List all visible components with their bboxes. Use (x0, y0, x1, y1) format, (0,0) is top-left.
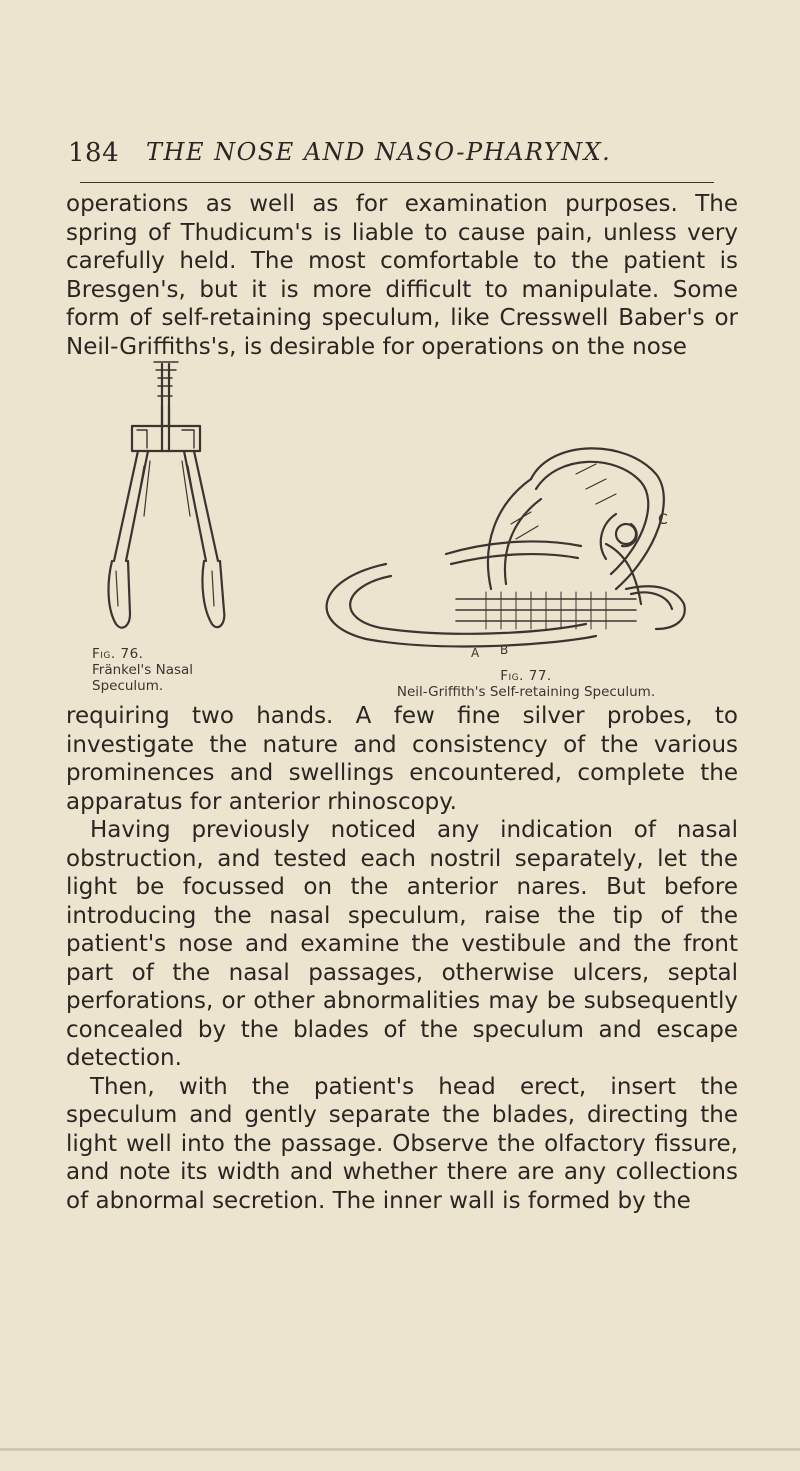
figure-77 (296, 414, 756, 704)
neil-griffith-speculum-illustration (296, 414, 756, 659)
paragraph: requiring two hands. A few fine silver probes, to investigate the nature and consistency of the various prominences and swellings encountered, complete the apparatus for anterior rhinoscopy. (66, 703, 738, 815)
paragraph: Having previously noticed any indication of nasal obstruction, and tested each nostril separately, let the light be focussed on the anterior nares. But before introducing the nasal speculum, raise the tip of the patient's nose and examine the vestibule and the front part of the nasal passages, otherwise ulcers, septal perforations, or other abnormalities may be subsequently concealed by the blades of the speculum and escape detection. (66, 817, 738, 1071)
figure-76-title-line1: Fränkel's Nasal (92, 662, 194, 678)
page-number: 184 (68, 138, 120, 168)
figure-76-label: Fig. 76. (92, 646, 144, 662)
paragraph: Then, with the patient's head erect, insert the speculum and gently separate the blades, directing the light well into the passage. Observe the olfactory fissure, and note its width and whether there are any collections of abnormal secretion. The inner wall is formed by the (66, 1073, 738, 1214)
figure-77-caption (296, 668, 756, 700)
top-text (66, 190, 738, 361)
figure-76-title-line2: Speculum. (92, 678, 164, 694)
running-title: THE NOSE AND NASO-PHARYNX. (146, 138, 612, 166)
figure-77-label: Fig. 77. (500, 668, 552, 684)
paragraph: operations as well as for examination purposes. The spring of Thudicum's is liable to cause pain, unless very carefully held. The most comfortable to the patient is Bresgen's, but it is more difficult to manipulate. Some form of self-retaining speculum, like Cresswell Baber's or Neil-Griffiths's, is desirable for operations on the nose (66, 191, 738, 360)
figure-76 (92, 356, 242, 701)
part-c-label: C (658, 512, 668, 528)
part-a-label: A (471, 646, 480, 659)
part-b-label: B (500, 643, 509, 657)
frankel-speculum-illustration (92, 356, 242, 646)
page-edge (0, 1448, 800, 1451)
header-rule (80, 182, 714, 183)
figure-76-caption (92, 646, 232, 694)
bottom-text (66, 702, 738, 1215)
figure-77-title: Neil-Griffith's Self-retaining Speculum. (396, 684, 656, 700)
page-header (68, 138, 748, 168)
